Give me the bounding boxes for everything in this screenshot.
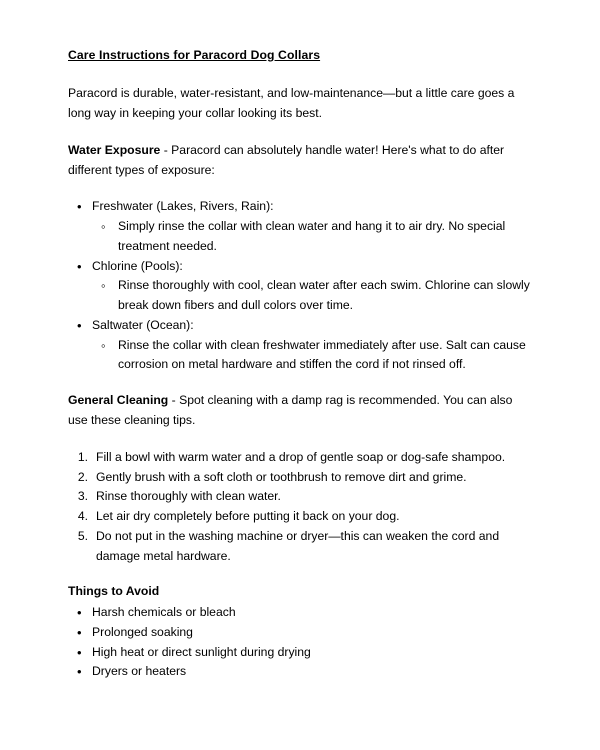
list-item: • High heat or direct sunlight during drying [68,643,530,663]
general-cleaning-body: - Spot cleaning with a damp rag is recommended. You can also use these cleaning tips. [68,393,513,428]
things-to-avoid-heading: Things to Avoid [68,584,160,599]
list-item-label: • Chlorine (Pools): [92,258,183,273]
sub-list-item: ◦ Rinse the collar with clean freshwater immediately after use. Salt can cause corrosion on metal hardware and stiffen the cord if not rinsed off. [92,336,530,376]
sub-list-item: ◦ Rinse thoroughly with cool, clean water after each swim. Chlorine can slowly break down fibers and dull colors over time. [92,276,530,316]
general-cleaning-heading: General Cleaning [68,393,169,408]
list-item-label: • Freshwater (Lakes, Rivers, Rain): [92,199,274,214]
list-item [68,257,530,316]
list-item: Let air dry completely before putting it back on your dog. [96,509,400,524]
list-item: • Dryers or heaters [68,662,530,682]
water-exposure-list [68,197,530,375]
list-item [68,197,530,256]
general-cleaning-paragraph [68,391,530,431]
water-exposure-body: - Paracord can absolutely handle water! Here's what to do after different types of exposure: [68,142,505,177]
water-exposure-heading: Water Exposure [68,142,161,157]
page-title: Care Instructions for Paracord Dog Collars [68,48,321,62]
list-item: Gently brush with a soft cloth or toothbrush to remove dirt and grime. [96,469,467,484]
list-item: • Prolonged soaking [68,623,530,643]
sub-list [92,217,530,257]
intro-paragraph: Paracord is durable, water-resistant, and low-maintenance—but a little care goes a long way in keeping your collar looking its best. [68,86,515,121]
list-item [68,316,530,375]
list-item: • Harsh chemicals or bleach [68,603,530,623]
sub-list [92,276,530,316]
things-to-avoid-list [68,603,530,682]
list-item: Do not put in the washing machine or dryer—this can weaken the cord and damage metal hardware. [96,528,500,563]
list-item: Rinse thoroughly with clean water. [96,489,281,504]
water-exposure-paragraph [68,141,530,181]
list-item-label: • Saltwater (Ocean): [92,317,194,332]
sub-list [92,336,530,376]
cleaning-steps-list [68,448,530,567]
list-item: Fill a bowl with warm water and a drop of gentle soap or dog-safe shampoo. [96,449,506,464]
sub-list-item: ◦ Simply rinse the collar with clean water and hang it to air dry. No special treatment needed. [92,217,530,257]
